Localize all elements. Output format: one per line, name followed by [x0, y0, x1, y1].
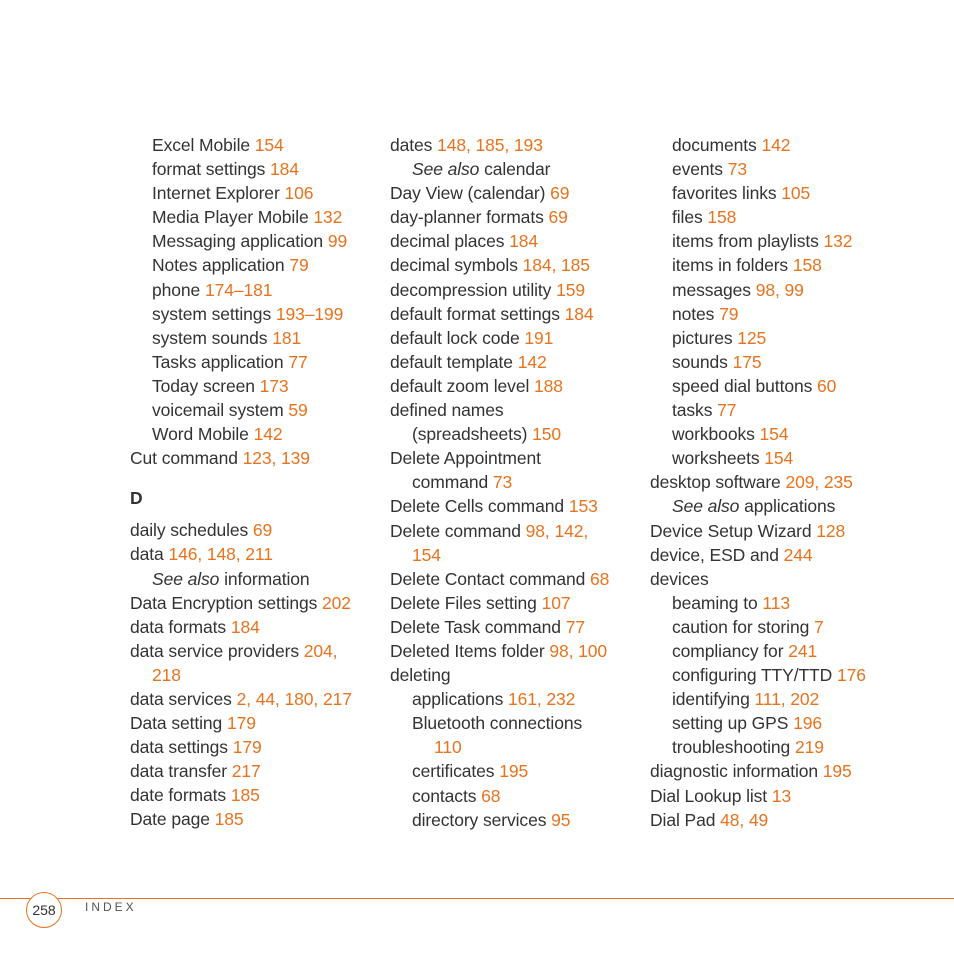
entry-term: Data Encryption settings: [130, 592, 323, 613]
index-entry: [650, 494, 900, 518]
entry-term: favorites links: [672, 183, 782, 204]
entry-term: sounds: [672, 351, 733, 372]
index-entry: [650, 567, 900, 591]
page-reference-link[interactable]: 154: [764, 448, 794, 469]
index-entry: [130, 518, 380, 542]
entry-term: tasks: [672, 400, 718, 421]
entry-term: deleting: [390, 665, 451, 686]
page-reference-link[interactable]: 48, 49: [720, 809, 769, 830]
index-entry: [650, 374, 900, 398]
entry-term: Delete Cells command: [390, 496, 569, 517]
see-also-label: See also: [672, 496, 740, 517]
entry-term: diagnostic information: [650, 761, 823, 782]
entry-term: Dial Lookup list: [650, 785, 772, 806]
page-reference-link[interactable]: 128: [816, 520, 846, 541]
index-entry: [390, 181, 640, 205]
entry-term: voicemail system: [152, 400, 289, 421]
index-entry: [130, 205, 380, 229]
page-reference-link[interactable]: 95: [551, 809, 571, 830]
entry-term: configuring TTY/TTD: [672, 665, 837, 686]
entry-term: messages: [672, 279, 756, 300]
page-reference-link[interactable]: 73: [492, 472, 513, 493]
entry-term: decimal places: [390, 231, 510, 252]
entry-term: applications: [739, 496, 836, 517]
entry-term: daily schedules: [130, 520, 253, 541]
index-entry: [130, 133, 380, 157]
entry-term: items in folders: [672, 255, 793, 276]
page-reference-link[interactable]: 176: [836, 665, 866, 686]
index-entry: [650, 446, 900, 470]
page-reference-link[interactable]: 185: [214, 809, 244, 830]
page-reference-link[interactable]: 79: [719, 303, 739, 324]
index-entry: [390, 615, 640, 639]
index-entry: [390, 278, 640, 302]
page-reference-link[interactable]: 244: [783, 544, 813, 565]
index-entry: [390, 808, 640, 832]
index-entry: [390, 759, 640, 783]
index-entry: [390, 663, 640, 687]
page-reference-link[interactable]: 179: [232, 737, 262, 758]
entry-term: data service providers: [130, 640, 304, 661]
entry-term: documents: [672, 135, 762, 155]
page-reference-link[interactable]: 195: [822, 761, 852, 782]
entry-term: data: [130, 544, 169, 565]
index-entry: [390, 398, 640, 422]
entry-term: Internet Explorer: [152, 183, 285, 204]
entry-term: speed dial buttons: [672, 375, 818, 396]
entry-term: troubleshooting: [672, 737, 795, 758]
entry-term: desktop software: [650, 472, 786, 493]
index-entry: [390, 494, 640, 518]
entry-term: notes: [672, 303, 720, 324]
index-entry: [130, 542, 380, 566]
entry-term: date formats: [130, 785, 231, 806]
page-reference-link[interactable]: 184: [230, 616, 260, 637]
entry-term: format settings: [152, 159, 271, 180]
page-reference-link[interactable]: 209, 235: [785, 472, 853, 493]
page-reference-link[interactable]: 106: [284, 183, 314, 204]
entry-term: Delete Contact command: [390, 568, 591, 589]
page-reference-link[interactable]: 154: [412, 544, 441, 565]
page-reference-link[interactable]: 68: [481, 785, 501, 806]
page-reference-link[interactable]: 174–181: [204, 279, 273, 300]
entry-term: devices: [650, 568, 709, 589]
index-entry: [390, 639, 640, 663]
index-entry: [390, 446, 640, 470]
page-reference-link[interactable]: 173: [259, 375, 289, 396]
entry-term: decimal symbols: [390, 255, 523, 276]
index-entry: [130, 374, 380, 398]
entry-term: directory services: [412, 809, 552, 830]
index-entry: [650, 615, 900, 639]
entry-term: data settings: [130, 737, 233, 758]
page-number-badge: [26, 892, 62, 928]
entry-term: data transfer: [130, 761, 232, 782]
entry-term: Delete Appointment: [390, 448, 541, 469]
index-entry: [130, 783, 380, 807]
page-reference-link[interactable]: 179: [226, 713, 256, 734]
page-reference-link[interactable]: 204,: [303, 640, 338, 661]
entry-term: events: [672, 159, 728, 180]
page-reference-link[interactable]: 219: [794, 737, 824, 758]
index-entry: [650, 350, 900, 374]
page-reference-link[interactable]: 60: [817, 375, 837, 396]
page-reference-link[interactable]: 158: [707, 207, 737, 228]
entry-term: Notes application: [152, 255, 290, 276]
index-entry: [130, 615, 380, 639]
page-reference-link[interactable]: 98, 100: [549, 640, 608, 661]
entry-term: Delete Files setting: [390, 592, 542, 613]
index-entry: [650, 543, 900, 567]
index-entry: [650, 326, 900, 350]
page-reference-link[interactable]: 153: [568, 496, 598, 517]
page-reference-link[interactable]: 154: [759, 424, 789, 445]
index-entry: [390, 133, 640, 157]
entry-term: Word Mobile: [152, 424, 254, 445]
entry-term: identifying: [672, 689, 755, 710]
footer-rule: [0, 898, 954, 899]
page-reference-link[interactable]: 241: [788, 640, 818, 661]
index-entry: [650, 759, 900, 783]
index-entry: [130, 446, 380, 470]
entry-term: Today screen: [152, 375, 260, 396]
entry-term: default template: [390, 351, 518, 372]
index-entry: [650, 278, 900, 302]
index-entry: [130, 735, 380, 759]
index-entry: [130, 253, 380, 277]
index-entry: [130, 398, 380, 422]
index-entry: [390, 711, 640, 735]
entry-term: beaming to: [672, 592, 763, 613]
page-reference-link[interactable]: 113: [762, 592, 790, 613]
entry-term: Messaging application: [152, 231, 328, 252]
page-reference-link[interactable]: 107: [541, 592, 571, 613]
index-entry: [390, 591, 640, 615]
page-reference-link[interactable]: 73: [727, 159, 747, 180]
entry-term: items from playlists: [672, 231, 824, 252]
index-entry: [130, 663, 380, 687]
entry-term: command: [412, 472, 493, 493]
page-reference-link[interactable]: 202: [322, 592, 351, 613]
index-entry: [650, 205, 900, 229]
page-reference-link[interactable]: 79: [289, 255, 309, 276]
index-entry: [650, 422, 900, 446]
entry-term: files: [672, 207, 708, 228]
entry-term: data formats: [130, 616, 231, 637]
index-column-2: [390, 133, 640, 832]
index-entry: [390, 784, 640, 808]
entry-term: Excel Mobile: [152, 135, 255, 155]
page-reference-link[interactable]: 154: [254, 135, 284, 155]
page-reference-link[interactable]: 69: [548, 207, 568, 228]
index-entry: [390, 374, 640, 398]
index-entry: [130, 591, 380, 615]
page-reference-link[interactable]: 184: [270, 159, 299, 180]
page-reference-link[interactable]: 161, 232: [507, 689, 576, 710]
index-entry: [650, 663, 900, 687]
page-reference-link[interactable]: 99: [327, 231, 348, 252]
page-number: 258: [32, 902, 56, 918]
index-entry: [650, 253, 900, 277]
index-entry: [650, 591, 900, 615]
entry-term: phone: [152, 279, 205, 300]
entry-term: certificates: [412, 761, 500, 782]
entry-term: caution for storing: [672, 616, 814, 637]
index-entry: [650, 687, 900, 711]
entry-term: default zoom level: [390, 375, 535, 396]
index-entry: [390, 567, 640, 591]
entry-term: Tasks application: [152, 351, 289, 372]
index-entry: [650, 302, 900, 326]
page-reference-link[interactable]: 142: [761, 135, 791, 155]
page-reference-link[interactable]: 98, 99: [755, 279, 804, 300]
page-reference-link[interactable]: 184: [509, 231, 539, 252]
entry-term: decompression utility: [390, 279, 557, 300]
entry-term: calendar: [479, 159, 551, 180]
index-entry: [390, 253, 640, 277]
index-entry: [130, 229, 380, 253]
page-reference-link[interactable]: 142: [253, 424, 283, 445]
entry-term: pictures: [672, 327, 738, 348]
entry-term: contacts: [412, 785, 482, 806]
index-entry: [650, 711, 900, 735]
entry-term: day-planner formats: [390, 207, 549, 228]
index-entry: [650, 784, 900, 808]
page-reference-link[interactable]: 148, 185, 193: [437, 135, 543, 155]
index-entry: [130, 639, 380, 663]
page-reference-link[interactable]: 69: [252, 520, 273, 541]
page-reference-link[interactable]: 188: [534, 375, 563, 396]
page-reference-link[interactable]: 184, 185: [522, 255, 590, 276]
page-reference-link[interactable]: 13: [771, 785, 792, 806]
entry-term: device, ESD and: [650, 544, 784, 565]
page-reference-link[interactable]: 181: [272, 327, 302, 348]
page-reference-link[interactable]: 110: [434, 737, 462, 758]
page-reference-link[interactable]: 218: [152, 664, 181, 685]
page-reference-link[interactable]: 132: [823, 231, 853, 252]
entry-term: Media Player Mobile: [152, 207, 314, 228]
entry-term: system sounds: [152, 327, 273, 348]
entry-term: Data setting: [130, 713, 227, 734]
entry-term: Cut command: [130, 448, 243, 469]
index-entry: [130, 567, 380, 591]
entry-term: system settings: [152, 303, 276, 324]
entry-term: Dial Pad: [650, 809, 721, 830]
index-entry: [390, 205, 640, 229]
index-entry: [650, 133, 900, 157]
index-entry: [390, 470, 640, 494]
index-entry: [390, 157, 640, 181]
entry-term: default lock code: [390, 327, 525, 348]
page-reference-link[interactable]: 146, 148, 211: [168, 544, 273, 565]
index-entry: [650, 735, 900, 759]
index-entry: [650, 398, 900, 422]
page-reference-link[interactable]: 158: [792, 255, 822, 276]
index-entry: [650, 229, 900, 253]
page-reference-link[interactable]: 132: [313, 207, 343, 228]
page-reference-link[interactable]: 123, 139: [242, 448, 310, 469]
page-reference-link[interactable]: 150: [532, 424, 561, 445]
entry-term: data services: [130, 688, 237, 709]
page-reference-link[interactable]: 77: [717, 400, 737, 421]
index-entry: [130, 350, 380, 374]
page-reference-link[interactable]: 98, 142,: [525, 520, 589, 541]
index-entry: [390, 326, 640, 350]
index-entry: [390, 302, 640, 326]
page-reference-link[interactable]: 185: [230, 785, 260, 806]
index-entry: [130, 302, 380, 326]
page-reference-link[interactable]: 184: [564, 303, 594, 324]
page-reference-link[interactable]: 193–199: [275, 303, 344, 324]
index-entry: [130, 157, 380, 181]
index-entry: [650, 519, 900, 543]
entry-term: Delete Task command: [390, 616, 566, 637]
page-reference-link[interactable]: 69: [550, 183, 570, 204]
index-entry: [130, 687, 380, 711]
entry-term: applications: [412, 689, 508, 710]
entry-term: dates: [390, 135, 438, 155]
page-reference-link[interactable]: 111, 202: [754, 689, 820, 710]
entry-term: default format settings: [390, 303, 565, 324]
index-entry: [130, 711, 380, 735]
index-entry: [390, 350, 640, 374]
index-entry: [390, 422, 640, 446]
index-entry: [130, 807, 380, 831]
page-reference-link[interactable]: 105: [781, 183, 811, 204]
index-entry: [390, 735, 640, 759]
entry-term: compliancy for: [672, 640, 789, 661]
index-entry: [130, 278, 380, 302]
section-label: INDEX: [85, 900, 137, 914]
entry-term: setting up GPS: [672, 713, 794, 734]
index-entry: [390, 229, 640, 253]
entry-term: Device Setup Wizard: [650, 520, 817, 541]
entry-term: defined names: [390, 400, 504, 421]
index-entry: [650, 808, 900, 832]
section-letter: D: [130, 488, 143, 509]
page-reference-link[interactable]: 196: [793, 713, 822, 734]
index-entry: [390, 519, 640, 543]
page-reference-link[interactable]: 68: [590, 568, 610, 589]
entry-term: Day View (calendar): [390, 183, 551, 204]
page-reference-link[interactable]: 159: [556, 279, 585, 300]
entry-term: Bluetooth connections: [412, 713, 583, 734]
index-entry: [130, 759, 380, 783]
page-reference-link[interactable]: 142: [517, 351, 547, 372]
index-entry: [650, 181, 900, 205]
page-reference-link[interactable]: 125: [737, 327, 767, 348]
index-entry: [130, 181, 380, 205]
index-entry: [650, 639, 900, 663]
page-reference-link[interactable]: 7: [813, 616, 824, 637]
page-reference-link[interactable]: 217: [231, 761, 261, 782]
page-reference-link[interactable]: 2, 44, 180, 217: [236, 688, 352, 709]
page-reference-link[interactable]: 175: [732, 351, 762, 372]
see-also-label: See also: [152, 568, 220, 589]
entry-term: workbooks: [672, 424, 760, 445]
index-column-1: [130, 133, 380, 832]
index-entry: [130, 326, 380, 350]
index-entry: [390, 687, 640, 711]
index-entry: [130, 422, 380, 446]
page-reference-link[interactable]: 77: [565, 616, 585, 637]
entry-term: worksheets: [672, 448, 765, 469]
index-column-3: [650, 133, 900, 832]
entry-term: (spreadsheets): [412, 424, 533, 445]
index-entry: [390, 543, 640, 567]
page-reference-link[interactable]: 195: [499, 761, 529, 782]
index-entry: [650, 157, 900, 181]
entry-term: Deleted Items folder: [390, 640, 550, 661]
see-also-label: See also: [412, 159, 480, 180]
entry-term: Delete command: [390, 520, 526, 541]
entry-term: Date page: [130, 809, 215, 830]
page-reference-link[interactable]: 191: [524, 327, 554, 348]
page-reference-link[interactable]: 59: [288, 400, 308, 421]
page-reference-link[interactable]: 77: [288, 351, 308, 372]
entry-term: information: [219, 568, 310, 589]
index-entry: [650, 470, 900, 494]
